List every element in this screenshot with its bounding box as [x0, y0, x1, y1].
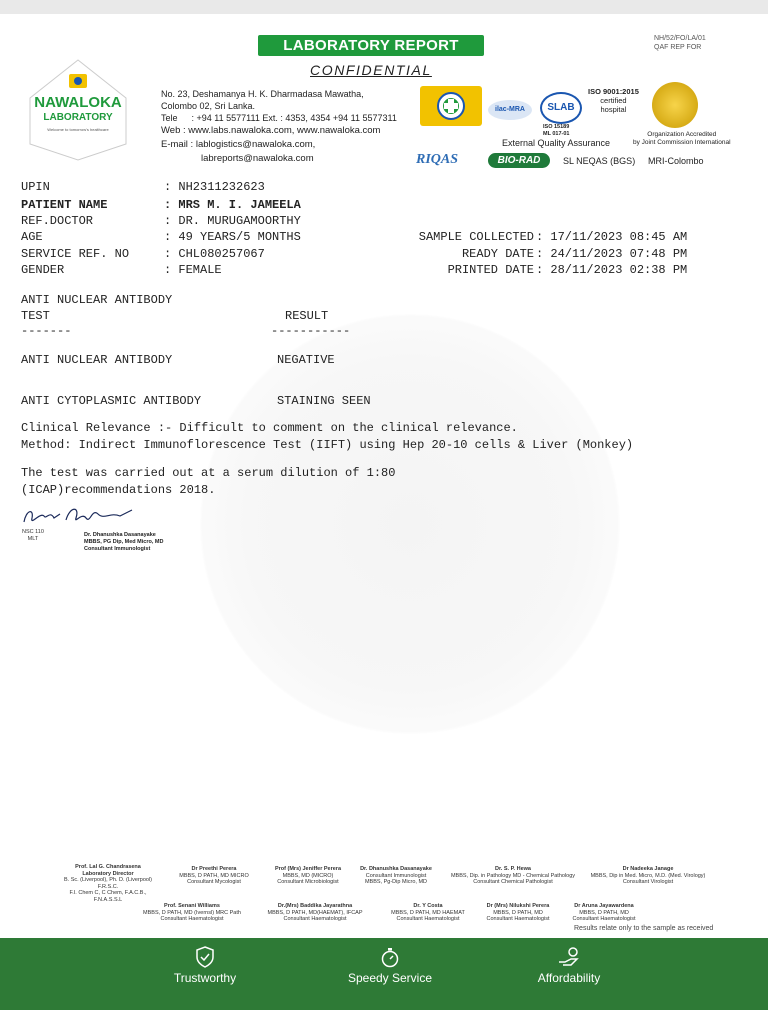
consultant-line: MBBS, D PATH, MD — [579, 909, 629, 916]
clinical-relevance-note: Clinical Relevance :- Difficult to comment on the clinical relevance. — [21, 421, 518, 435]
web-line: Web : www.labs.nawaloka.com, www.nawaloka.com — [161, 125, 381, 136]
test-column-header: TEST — [21, 309, 50, 323]
dilution-note: The test was carried out at a serum dilution of 1:80 — [21, 466, 396, 480]
consultant-line: Consultant Microbiologist — [277, 879, 339, 885]
email-line-1: E-mail : lablogistics@nawaloka.com, — [161, 139, 316, 150]
result-column-header: RESULT — [285, 309, 329, 323]
sample-collected-value: : 17/11/2023 08:45 AM — [536, 230, 688, 244]
consultant-card — [58, 864, 158, 903]
jci-text — [633, 131, 731, 147]
consultant-card — [476, 903, 560, 923]
ref-doctor-label: REF.DOCTOR — [21, 214, 94, 228]
signatory-name: Dr. Dhanushka Dasanayake — [84, 532, 156, 538]
footer-bar — [0, 938, 768, 1010]
confidential-label: CONFIDENTIAL — [310, 62, 432, 78]
upin-label: UPIN — [21, 180, 50, 194]
test-column-rule: ------- — [21, 324, 72, 338]
consultant-line: B. Sc. (Liverpool), Ph. D. (Liverpool) F.R.S.C. — [63, 877, 153, 890]
address-line-2: Colombo 02, Sri Lanka. — [161, 101, 256, 111]
test-result: STAINING SEEN — [277, 394, 371, 408]
consultant-line: MBBS, Pg-Dip Micro, MD — [364, 879, 428, 885]
report-title: LABORATORY REPORT — [258, 35, 484, 56]
consultant-card — [566, 903, 642, 923]
ref-doctor-value: : DR. MURUGAMOORTHY — [164, 214, 301, 228]
consultant-line: Consultant Haematologist — [160, 916, 224, 922]
consultant-card — [350, 866, 442, 886]
consultant-line: Consultant Mycologist — [187, 879, 241, 885]
age-value: : 49 YEARS/5 MONTHS — [164, 230, 301, 244]
signatory-title: Consultant Immunologist — [84, 546, 151, 552]
consultant-card — [262, 866, 354, 886]
test-name: ANTI NUCLEAR ANTIBODY — [21, 353, 173, 367]
ready-date-label: READY DATE — [461, 247, 534, 261]
service-ref-label: SERVICE REF. NO — [21, 247, 130, 261]
consultant-card — [136, 903, 248, 923]
icap-note: (ICAP)recommendations 2018. — [21, 483, 216, 497]
test-result: NEGATIVE — [277, 353, 335, 367]
consultant-name: Dr (Mrs) Nilukshi Perera — [486, 903, 550, 909]
address-line-1: No. 23, Deshamanya H. K. Dharmadasa Mawatha, — [161, 89, 364, 99]
slab-cert — [543, 124, 570, 138]
consultant-line: MBBS, MD (MICRO) — [282, 872, 334, 879]
iso-line-2: certified — [600, 96, 627, 105]
shield-check-icon — [195, 946, 215, 968]
method-note: Method: Indirect Immunoflorescence Test (IIFT) using Hep 20-10 cells & Liver (Monkey) — [21, 438, 634, 452]
consultant-name: Dr Nadeeka Janage — [622, 866, 674, 872]
footer-item-trustworthy — [160, 946, 250, 985]
printed-date-value: : 28/11/2023 02:38 PM — [536, 263, 688, 277]
consultant-line: Consultant Virologist — [622, 879, 674, 885]
biorad-logo: BIO-RAD — [488, 153, 550, 168]
consultant-line: MBBS, D PATH, MD(HAEMAT), IFCAP — [267, 909, 363, 916]
lab-report-page — [0, 14, 768, 1024]
background-watermark — [200, 314, 620, 734]
ilac-mra-logo: ilac-MRA — [488, 100, 532, 120]
consultant-line: MBBS, Dip. in Pathology MD - Chemical Pathology — [450, 872, 576, 879]
consultant-line: MBBS, D PATH, MD — [493, 909, 543, 916]
consultant-line: Consultant Immunologist — [365, 872, 427, 879]
consultant-card — [260, 903, 370, 923]
jci-line-2: by Joint Commission International — [633, 139, 731, 146]
footer-label: Affordability — [537, 971, 601, 985]
age-label: AGE — [21, 230, 43, 244]
sample-collected-label: SAMPLE COLLECTED — [418, 230, 534, 244]
mlt-line-1: NSC 110 — [22, 529, 44, 535]
consultant-card — [170, 866, 258, 886]
signatory-block — [84, 532, 163, 553]
disclaimer: Results relate only to the sample as received — [574, 925, 714, 932]
consultant-line: MBBS, D PATH, MD HAEMAT — [391, 909, 465, 916]
footer-label: Speedy Service — [347, 971, 433, 985]
stopwatch-icon — [379, 946, 401, 968]
consultant-line: MBBS, D PATH, MD (Ivernsl) MRC Path — [143, 909, 241, 916]
consultant-line: Consultant Chemical Pathologist — [473, 879, 553, 885]
consultant-line: Laboratory Director — [82, 870, 134, 877]
consultant-name: Prof. Senani Williams — [164, 903, 220, 909]
lab-name-2: LABORATORY — [43, 112, 113, 123]
consultant-line: Consultant Haematologist — [396, 916, 460, 922]
consultant-name: Dr Aruna Jayawardena — [574, 903, 634, 909]
consultant-card — [382, 903, 474, 923]
consultant-name: Prof. Lal G. Chandrasena — [75, 864, 141, 870]
consultant-name: Prof (Mrs) Jeniffer Perera — [274, 866, 342, 872]
mlt-stamp — [22, 529, 44, 542]
patient-name-value: : MRS M. I. JAMEELA — [164, 198, 301, 212]
telephone-line — [161, 112, 397, 124]
email-line-2: labreports@nawaloka.com — [201, 153, 314, 164]
consultant-line: Consultant Haematologist — [283, 916, 347, 922]
consultant-line: MBBS, Dip in Med. Micro, M.D. (Med. Virology) — [590, 872, 706, 879]
footer-label: Trustworthy — [173, 971, 237, 985]
consultant-name: Dr Preethi Perera — [191, 866, 237, 872]
consultant-name: Dr. Y Costa — [413, 903, 443, 909]
doc-code-1: NH/52/FO/LA/01 — [654, 35, 706, 42]
iso-line-3: hospital — [600, 105, 627, 114]
patient-name-label: PATIENT NAME — [21, 198, 108, 212]
test-name: ANTI CYTOPLASMIC ANTIBODY — [21, 394, 202, 408]
eqa-label: External Quality Assurance — [502, 138, 611, 148]
mlt-line-2: MLT — [27, 535, 39, 542]
gender-label: GENDER — [21, 263, 65, 277]
slab-ml: ML 017-01 — [543, 131, 570, 137]
consultant-name: Dr. Dhanushka Dasanayake — [360, 866, 432, 872]
sl-neqas-label: SL NEQAS (BGS) — [563, 156, 636, 166]
gender-value: : FEMALE — [164, 263, 222, 277]
nawaloka-emblem-icon — [420, 86, 482, 126]
signatory-quals: MBBS, PG Dip, Med Micro, MD — [84, 539, 164, 545]
address-block — [161, 88, 397, 124]
mri-label: MRI-Colombo — [648, 156, 704, 166]
consultant-line: MBBS, D PATH, MD MICRO — [179, 872, 249, 879]
tele-numbers: : +94 11 5577111 Ext. : 4353, 4354 +94 11 5577311 — [191, 113, 397, 123]
iso-cert — [588, 87, 639, 114]
hand-coin-icon — [557, 946, 581, 968]
consultant-name: Dr.(Mrs) Baddika Jayarathna — [277, 903, 353, 909]
tagline: Welcome to tomorrow's healthcare — [47, 127, 109, 132]
consultant-line: F.I. Chem C, C Chem, F.A.C.B., F.N.A.S.S.L — [69, 890, 147, 903]
section-title: ANTI NUCLEAR ANTIBODY — [21, 293, 173, 307]
consultant-line: Consultant Haematologist — [572, 916, 636, 922]
consultant-line: Consultant Haematologist — [486, 916, 550, 922]
slab-logo: SLAB — [540, 92, 582, 124]
iso-line-1: ISO 9001:2015 — [588, 87, 639, 96]
jci-line-1: Organization Accredited — [647, 131, 717, 138]
consultant-name: Dr. S. P. Hewa — [495, 866, 531, 872]
tele-label: Tele — [161, 113, 178, 123]
service-ref-value: : CHL080257067 — [164, 247, 265, 261]
jci-seal-icon — [652, 82, 698, 128]
nawaloka-logo — [26, 58, 130, 162]
consultant-card — [450, 866, 576, 886]
ready-date-value: : 24/11/2023 07:48 PM — [536, 247, 688, 261]
lab-name-1: NAWALOKA — [34, 94, 122, 111]
footer-item-speedy-service — [340, 946, 440, 985]
upin-value: : NH2311232623 — [164, 180, 265, 194]
contact-block — [161, 124, 380, 166]
footer-item-affordability — [524, 946, 614, 985]
document-code — [654, 34, 706, 52]
riqas-logo: RIQAS — [416, 152, 459, 167]
result-column-rule: ----------- — [271, 324, 351, 338]
handwritten-signatures — [20, 502, 140, 532]
consultant-card — [586, 866, 710, 886]
doc-code-2: QAF REP FOR — [654, 44, 702, 51]
slab-iso: ISO 15189 — [543, 124, 570, 130]
printed-date-label: PRINTED DATE — [447, 263, 534, 277]
